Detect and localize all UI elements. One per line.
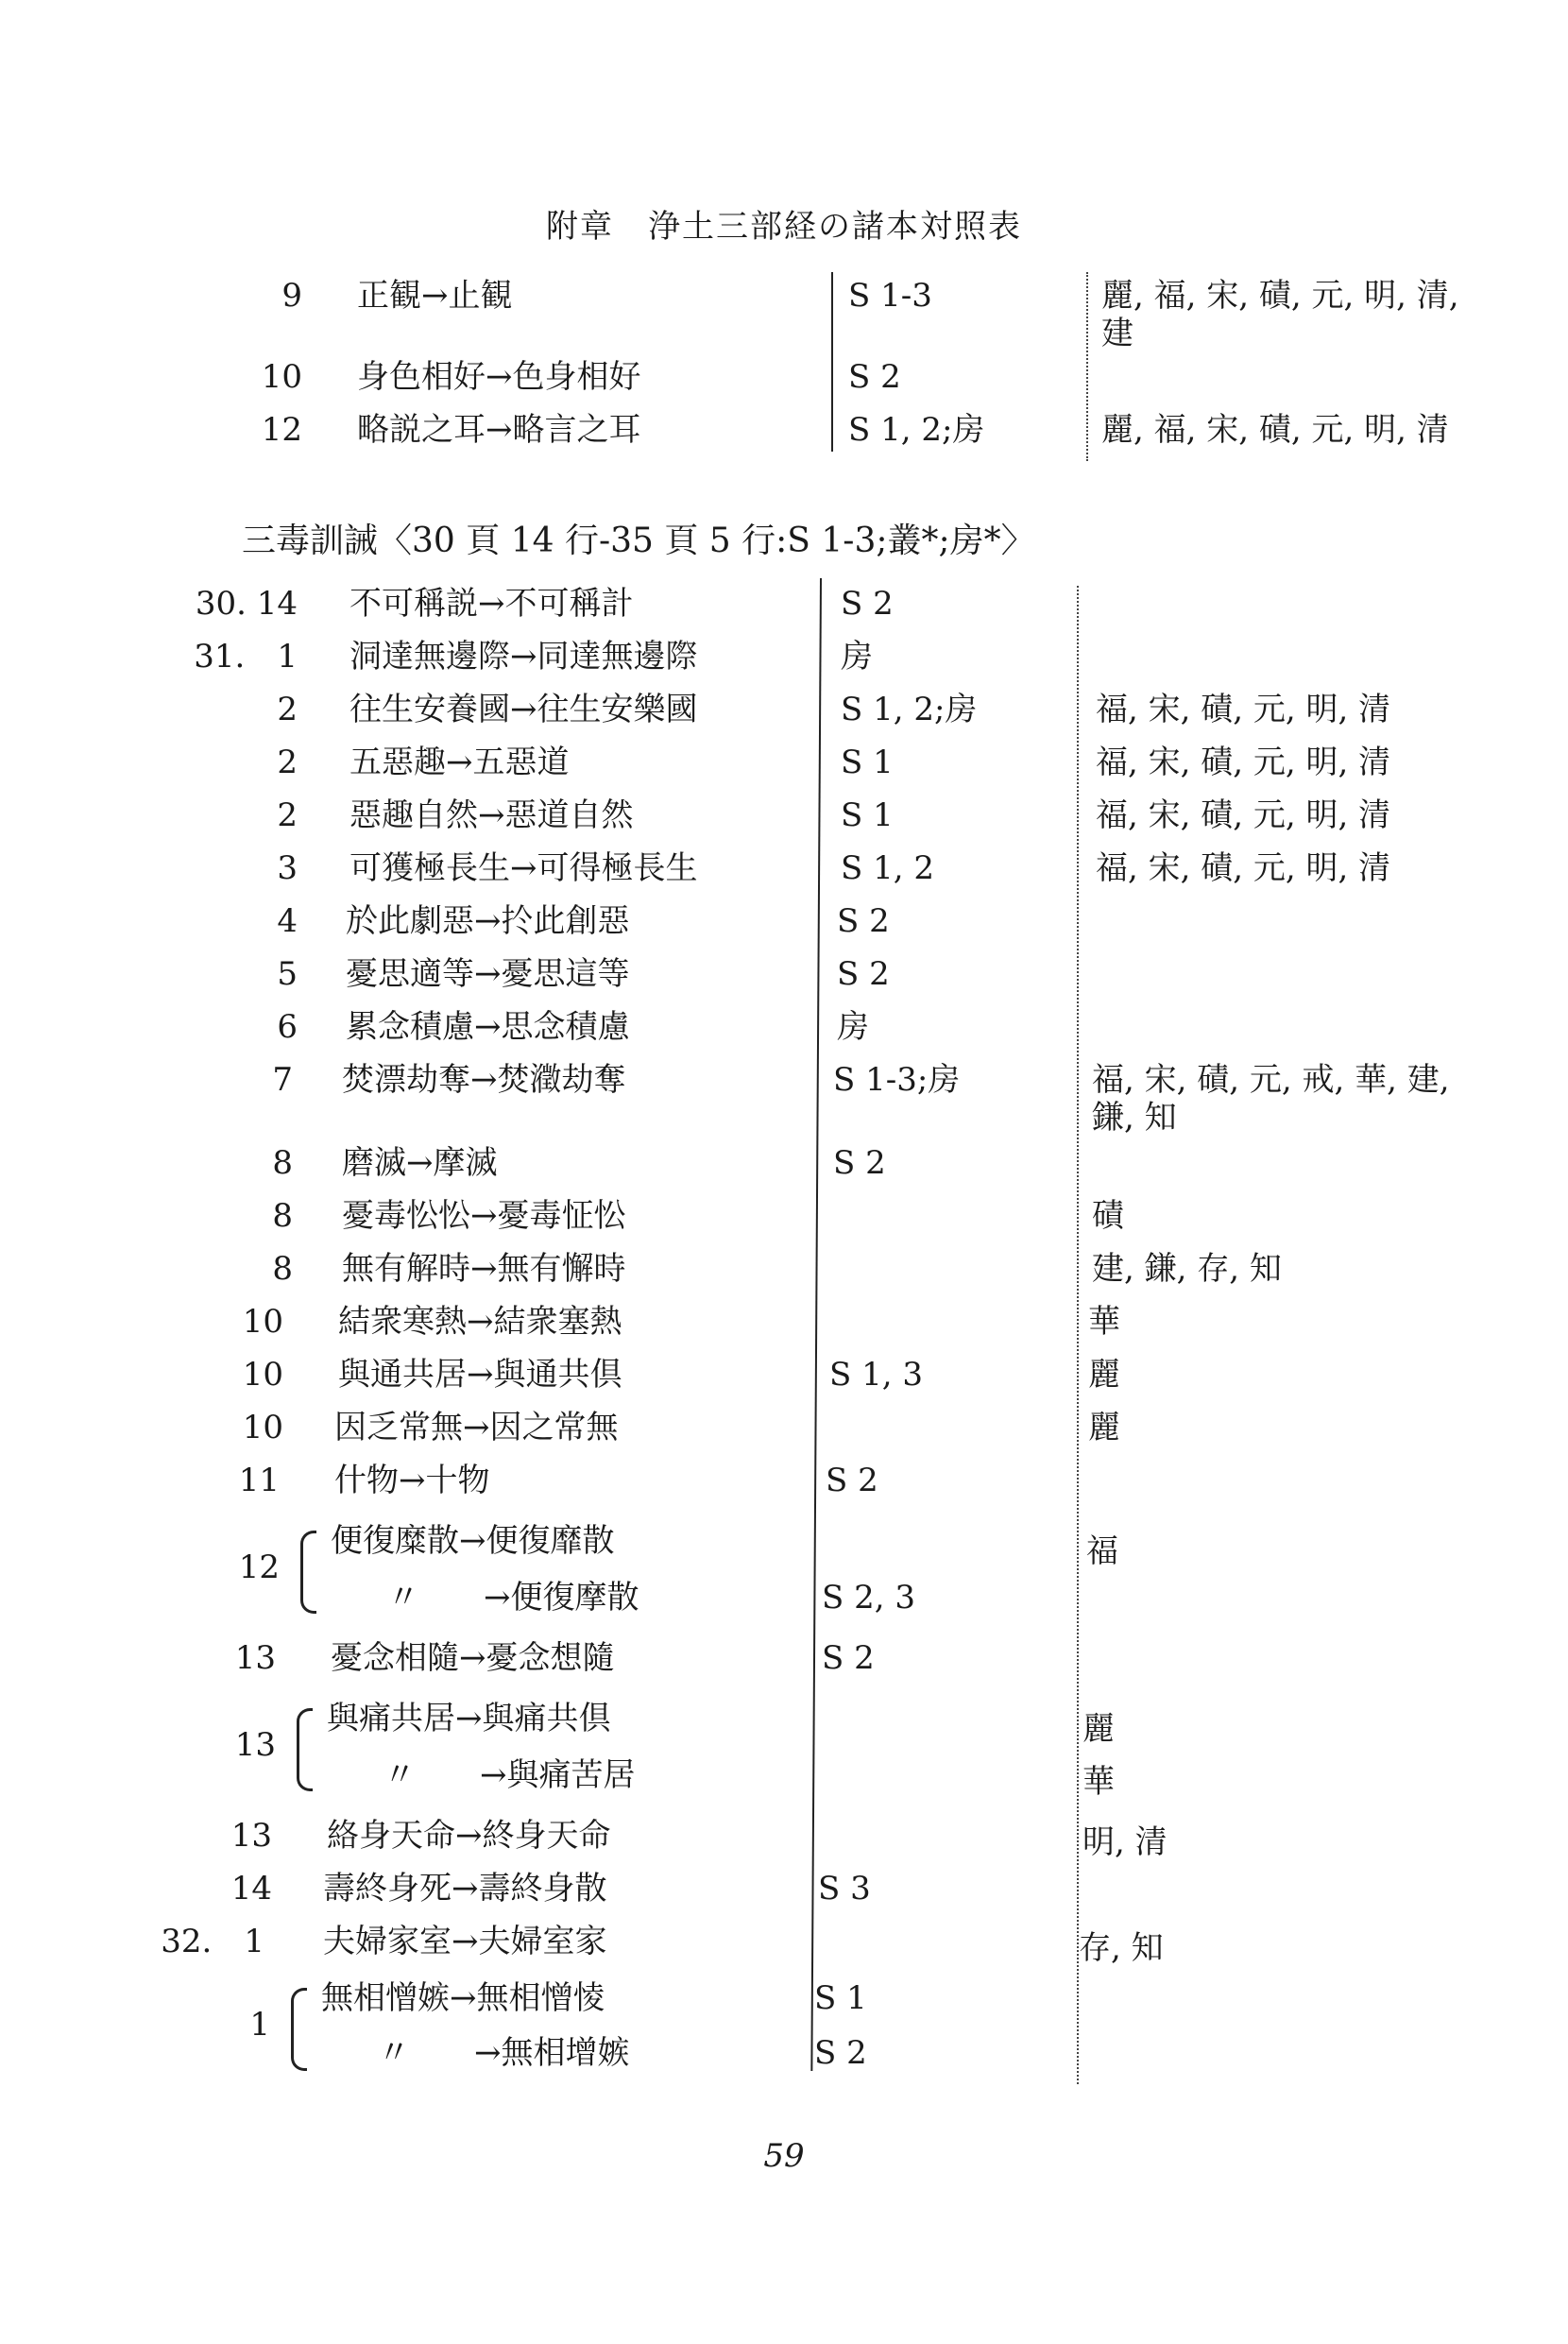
correction-text: 累念積慮→思念積慮 — [346, 1008, 630, 1046]
correction-text: 〃 →與痛苦居 — [383, 1756, 636, 1794]
edition-list: 福 — [1086, 1532, 1118, 1570]
edition-list: 麗 — [1082, 1710, 1115, 1748]
running-header: 附章 浄土三部経の諸本対照表 — [546, 208, 1022, 246]
entry-row — [0, 1572, 1568, 1623]
correction-text: 結衆寒熱→結衆塞熱 — [338, 1303, 622, 1341]
entry-row — [0, 1402, 1568, 1453]
correction-text: 便復糜散→便復靡散 — [331, 1522, 615, 1560]
line-number: 13 — [234, 1639, 276, 1677]
source-list: S 1 — [841, 796, 894, 834]
entry-row — [0, 790, 1568, 841]
entry-row — [0, 631, 1568, 682]
page-number: 59 — [763, 2137, 805, 2175]
source-list: S 1-3;房 — [833, 1061, 961, 1099]
correction-text: 惡趣自然→惡道自然 — [349, 796, 634, 834]
line-number: 2 — [277, 744, 298, 781]
source-list: S 2 — [837, 902, 890, 940]
edition-list: 福, 宋, 磧, 元, 明, 清 — [1096, 744, 1391, 781]
edition-list: 麗, 福, 宋, 磧, 元, 明, 清 — [1101, 411, 1449, 449]
entry-row — [0, 1138, 1568, 1189]
source-list: S 1, 2;房 — [841, 691, 978, 728]
line-number: 6 — [277, 1008, 298, 1046]
edition-list: 麗 — [1088, 1409, 1120, 1446]
source-list: S 2 — [837, 955, 890, 993]
correction-text: 憂毒忪忪→憂毒怔忪 — [342, 1197, 626, 1235]
line-number: 8 — [272, 1250, 293, 1288]
correction-text: 焚漂劫奪→焚瀓劫奪 — [342, 1061, 626, 1099]
edition-list: 福, 宋, 磧, 元, 明, 清 — [1096, 691, 1391, 728]
correction-text: 可獲極長生→可得極長生 — [349, 849, 698, 887]
correction-text: 往生安養國→往生安樂國 — [349, 691, 698, 728]
entry-row — [0, 1455, 1568, 1506]
correction-text: 夫婦家室→夫婦室家 — [323, 1923, 607, 1960]
source-list: S 2 — [848, 358, 901, 396]
entry-row — [0, 684, 1568, 735]
line-number: 32. 1 — [161, 1923, 264, 1960]
entry-row — [0, 1810, 1568, 1861]
source-list: S 1, 2;房 — [848, 411, 985, 449]
source-list: S 1, 3 — [829, 1356, 923, 1394]
source-list: S 1 — [814, 1979, 867, 2017]
section-title: 三毒訓誡〈30 頁 14 行-35 頁 5 行:S 1-3;叢*;房*〉 — [242, 522, 1035, 560]
line-number: 8 — [272, 1197, 293, 1235]
line-number: 5 — [277, 955, 298, 993]
entry-row — [0, 1190, 1568, 1241]
correction-text: 於此劇惡→扵此創惡 — [346, 902, 630, 940]
line-number: 4 — [277, 902, 298, 940]
source-list: S 2, 3 — [822, 1579, 915, 1617]
edition-text: 麗, 福, 宋, 磧, 元, 明, 清, — [1101, 277, 1459, 315]
correction-text: 憂念相隨→憂念想隨 — [331, 1639, 615, 1677]
correction-text: 與痛共居→與痛共倶 — [327, 1700, 611, 1737]
edition-text-cont: 建 — [1101, 315, 1133, 352]
correction-text: 磨滅→摩滅 — [342, 1144, 498, 1182]
line-number: 13 — [230, 1817, 272, 1855]
column-rule — [831, 272, 833, 452]
correction-text: 〃 →無相增嫉 — [378, 2034, 630, 2072]
line-number: 8 — [272, 1144, 293, 1182]
line-number: 30. 14 — [195, 585, 298, 623]
entry-row — [0, 1863, 1568, 1914]
entry-row — [0, 578, 1568, 629]
correction-text: 正観→止観 — [357, 277, 513, 315]
source-list: S 2 — [822, 1639, 875, 1677]
entry-row — [0, 1633, 1568, 1684]
correction-text: 因乏常無→因之常無 — [334, 1409, 619, 1446]
edition-text: 福, 宋, 磧, 元, 戒, 華, 建, — [1092, 1061, 1450, 1099]
edition-list: 存, 知 — [1079, 1929, 1164, 1967]
correction-text: 無有解時→無有懈時 — [342, 1250, 626, 1288]
source-list: S 1-3 — [848, 277, 932, 315]
source-list: S 2 — [833, 1144, 886, 1182]
correction-text: 洞達無邊際→同達無邊際 — [349, 638, 698, 676]
entry-row — [0, 843, 1568, 894]
edition-list — [1101, 277, 1459, 352]
edition-list: 磧 — [1092, 1197, 1124, 1235]
line-number: 11 — [238, 1462, 280, 1499]
edition-list — [1092, 1061, 1450, 1137]
edition-list: 華 — [1088, 1303, 1120, 1341]
line-number: 2 — [277, 796, 298, 834]
line-number: 2 — [277, 691, 298, 728]
source-list: S 3 — [818, 1870, 871, 1908]
line-number: 10 — [242, 1303, 283, 1341]
line-number: 10 — [242, 1409, 283, 1446]
entry-row — [0, 351, 1568, 402]
correction-text: 憂思適等→憂思這等 — [346, 955, 630, 993]
entry-row — [0, 1916, 1568, 1967]
edition-list: 華 — [1082, 1763, 1115, 1801]
entry-row — [0, 1054, 1568, 1137]
edition-list: 福, 宋, 磧, 元, 明, 清 — [1096, 849, 1391, 887]
line-number: 10 — [242, 1356, 283, 1394]
line-number: 13 — [234, 1726, 276, 1764]
entry-row — [0, 270, 1568, 352]
entry-row — [0, 1001, 1568, 1052]
entry-row — [0, 1750, 1568, 1801]
entry-row — [0, 1349, 1568, 1400]
correction-text: 與通共居→與通共倶 — [338, 1356, 622, 1394]
entry-row — [0, 737, 1568, 788]
source-list: 房 — [841, 638, 873, 676]
column-rule-dotted — [1086, 272, 1088, 461]
edition-list: 福, 宋, 磧, 元, 明, 清 — [1096, 796, 1391, 834]
edition-list: 明, 清 — [1082, 1823, 1167, 1861]
line-number: 9 — [281, 277, 302, 315]
edition-text-cont: 鎌, 知 — [1092, 1099, 1177, 1137]
source-list: S 2 — [841, 585, 894, 623]
source-list: 房 — [837, 1008, 869, 1046]
entry-row — [0, 1243, 1568, 1294]
source-list: S 1, 2 — [841, 849, 934, 887]
entry-row — [0, 896, 1568, 947]
line-number: 3 — [277, 849, 298, 887]
correction-text: 不可稱説→不可稱計 — [349, 585, 634, 623]
line-number: 12 — [261, 411, 302, 449]
line-number: 12 — [238, 1548, 280, 1586]
correction-text: 略説之耳→略言之耳 — [357, 411, 641, 449]
line-number: 14 — [230, 1870, 272, 1908]
correction-text: 什物→十物 — [334, 1462, 490, 1499]
edition-list: 建, 鎌, 存, 知 — [1092, 1250, 1282, 1288]
correction-text: 無相憎嫉→無相憎㥄 — [321, 1979, 605, 2017]
correction-text: 〃 →便復摩散 — [387, 1579, 639, 1617]
source-list: S 2 — [814, 2034, 867, 2072]
entry-row — [0, 2027, 1568, 2079]
edition-list: 麗 — [1088, 1356, 1120, 1394]
entry-row — [0, 1296, 1568, 1347]
line-number: 1 — [249, 2006, 270, 2044]
line-number: 10 — [261, 358, 302, 396]
correction-text: 身色相好→色身相好 — [357, 358, 641, 396]
correction-text: 絡身天命→終身天命 — [327, 1817, 611, 1855]
column-rule-dotted — [1077, 586, 1079, 2084]
entry-row — [0, 404, 1568, 455]
line-number: 7 — [272, 1061, 293, 1099]
entry-row — [0, 949, 1568, 1000]
correction-text: 五惡趣→五惡道 — [349, 744, 570, 781]
line-number: 31. 1 — [194, 638, 298, 676]
source-list: S 2 — [826, 1462, 878, 1499]
correction-text: 壽終身死→壽終身散 — [323, 1870, 607, 1908]
source-list: S 1 — [841, 744, 894, 781]
